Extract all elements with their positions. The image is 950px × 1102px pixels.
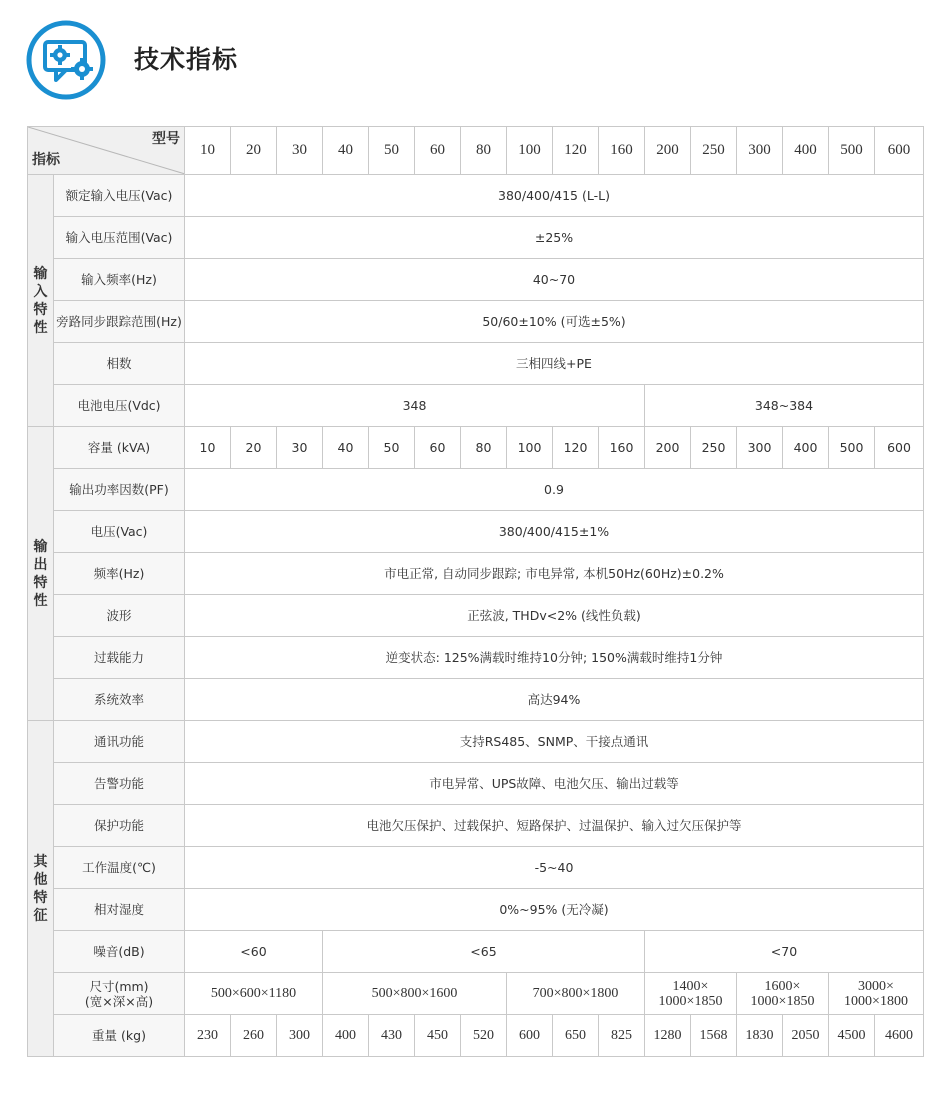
row-label: [54, 973, 185, 1015]
row-value: 正弦波, THDv<2% (线性负载): [185, 595, 924, 637]
weight-cell: 520: [461, 1015, 507, 1057]
row-value: 市电正常, 自动同步跟踪; 市电异常, 本机50Hz(60Hz)±0.2%: [185, 553, 924, 595]
row-label: 输出功率因数(PF): [54, 469, 185, 511]
weight-cell: 430: [369, 1015, 415, 1057]
weight-cell: 4500: [829, 1015, 875, 1057]
weight-cell: 300: [277, 1015, 323, 1057]
capacity-cell: 200: [645, 427, 691, 469]
capacity-cell: 160: [599, 427, 645, 469]
table-row: [28, 385, 924, 427]
weight-cell: 450: [415, 1015, 461, 1057]
model-cell: 400: [783, 127, 829, 175]
dimension-cell: 3000× 1000×1800: [829, 973, 924, 1015]
spec-table: [27, 126, 924, 1057]
row-value: 40~70: [185, 259, 924, 301]
model-cell: 80: [461, 127, 507, 175]
noise-cell: <65: [323, 931, 645, 973]
row-value: 348~384: [645, 385, 924, 427]
model-cell: 120: [553, 127, 599, 175]
row-value: 电池欠压保护、过载保护、短路保护、过温保护、输入过欠压保护等: [185, 805, 924, 847]
dimension-cell: 500×800×1600: [323, 973, 507, 1015]
table-row: [28, 217, 924, 259]
capacity-cell: 100: [507, 427, 553, 469]
capacity-cell: 400: [783, 427, 829, 469]
model-cell: 200: [645, 127, 691, 175]
capacity-cell: 300: [737, 427, 783, 469]
row-label: 噪音(dB): [54, 931, 185, 973]
weight-cell: 1568: [691, 1015, 737, 1057]
table-row: [28, 679, 924, 721]
row-value: -5~40: [185, 847, 924, 889]
model-cell: 30: [277, 127, 323, 175]
weight-cell: 260: [231, 1015, 277, 1057]
model-cell: 100: [507, 127, 553, 175]
page-title: 技术指标: [134, 45, 239, 74]
group-input-label: 输入特性: [28, 175, 54, 427]
table-row: [28, 343, 924, 385]
row-label: 旁路同步跟踪范围(Hz): [54, 301, 185, 343]
group-other-label: 其他特征: [28, 721, 54, 1057]
row-label: 通讯功能: [54, 721, 185, 763]
table-row: [28, 721, 924, 763]
row-value: ±25%: [185, 217, 924, 259]
weight-cell: 1830: [737, 1015, 783, 1057]
model-cell: 600: [875, 127, 924, 175]
row-label: 相对湿度: [54, 889, 185, 931]
row-label: 输入频率(Hz): [54, 259, 185, 301]
dimensions-label-line2: (宽×深×高): [84, 993, 154, 1009]
model-cell: 40: [323, 127, 369, 175]
row-label: 电压(Vac): [54, 511, 185, 553]
noise-cell: <60: [185, 931, 323, 973]
model-cell: 60: [415, 127, 461, 175]
model-cell: 250: [691, 127, 737, 175]
row-label: 电池电压(Vdc): [54, 385, 185, 427]
row-label: 频率(Hz): [54, 553, 185, 595]
table-row: [28, 889, 924, 931]
capacity-cell: 120: [553, 427, 599, 469]
row-label: 保护功能: [54, 805, 185, 847]
row-label: 工作温度(℃): [54, 847, 185, 889]
table-row: [28, 511, 924, 553]
row-value: 0%~95% (无冷凝): [185, 889, 924, 931]
capacity-cell: 40: [323, 427, 369, 469]
table-row: [28, 175, 924, 217]
table-row: [28, 805, 924, 847]
dimension-cell: 1400× 1000×1850: [645, 973, 737, 1015]
row-label: 波形: [54, 595, 185, 637]
row-value: 0.9: [185, 469, 924, 511]
capacity-cell: 250: [691, 427, 737, 469]
corner-cell: [28, 127, 185, 175]
table-row: [28, 931, 924, 973]
table-row: [28, 847, 924, 889]
model-cell: 160: [599, 127, 645, 175]
capacity-cell: 500: [829, 427, 875, 469]
table-row: [28, 973, 924, 1015]
table-row: [28, 637, 924, 679]
weight-cell: 650: [553, 1015, 599, 1057]
dimension-cell: 500×600×1180: [185, 973, 323, 1015]
capacity-cell: 60: [415, 427, 461, 469]
row-label: 过载能力: [54, 637, 185, 679]
row-label: 告警功能: [54, 763, 185, 805]
table-row: [28, 259, 924, 301]
noise-cell: <70: [645, 931, 924, 973]
dimension-cell: 1600× 1000×1850: [737, 973, 829, 1015]
model-cell: 20: [231, 127, 277, 175]
table-row: [28, 553, 924, 595]
table-row: [28, 595, 924, 637]
row-label: 系统效率: [54, 679, 185, 721]
header-row: [28, 127, 924, 175]
row-value: 三相四线+PE: [185, 343, 924, 385]
row-label: 相数: [54, 343, 185, 385]
row-value: 348: [185, 385, 645, 427]
corner-model-label: 型号: [152, 131, 180, 147]
row-value: 380/400/415±1%: [185, 511, 924, 553]
table-row: [28, 427, 924, 469]
row-value: 高达94%: [185, 679, 924, 721]
table-row: [28, 469, 924, 511]
row-label: 重量 (kg): [54, 1015, 185, 1057]
row-label: 输入电压范围(Vac): [54, 217, 185, 259]
row-value: 380/400/415 (L-L): [185, 175, 924, 217]
row-value: 市电异常、UPS故障、电池欠压、输出过载等: [185, 763, 924, 805]
row-value: 50/60±10% (可选±5%): [185, 301, 924, 343]
capacity-cell: 50: [369, 427, 415, 469]
table-row: [28, 301, 924, 343]
row-value: 支持RS485、SNMP、干接点通讯: [185, 721, 924, 763]
weight-cell: 825: [599, 1015, 645, 1057]
model-cell: 50: [369, 127, 415, 175]
corner-metric-label: 指标: [32, 152, 60, 168]
capacity-cell: 10: [185, 427, 231, 469]
weight-cell: 4600: [875, 1015, 924, 1057]
model-cell: 10: [185, 127, 231, 175]
row-label: 额定输入电压(Vac): [54, 175, 185, 217]
model-cell: 500: [829, 127, 875, 175]
gear-chat-icon: [26, 20, 106, 100]
capacity-cell: 80: [461, 427, 507, 469]
weight-cell: 400: [323, 1015, 369, 1057]
page-header: [26, 20, 926, 100]
weight-cell: 2050: [783, 1015, 829, 1057]
table-row: [28, 1015, 924, 1057]
group-output-label: 输出特性: [28, 427, 54, 721]
weight-cell: 1280: [645, 1015, 691, 1057]
weight-cell: 600: [507, 1015, 553, 1057]
weight-cell: 230: [185, 1015, 231, 1057]
row-label: 容量 (kVA): [54, 427, 185, 469]
table-row: [28, 763, 924, 805]
model-cell: 300: [737, 127, 783, 175]
capacity-cell: 600: [875, 427, 924, 469]
row-value: 逆变状态: 125%满载时维持10分钟; 150%满载时维持1分钟: [185, 637, 924, 679]
capacity-cell: 20: [231, 427, 277, 469]
capacity-cell: 30: [277, 427, 323, 469]
dimension-cell: 700×800×1800: [507, 973, 645, 1015]
dimensions-label-line1: 尺寸(mm): [89, 978, 149, 994]
